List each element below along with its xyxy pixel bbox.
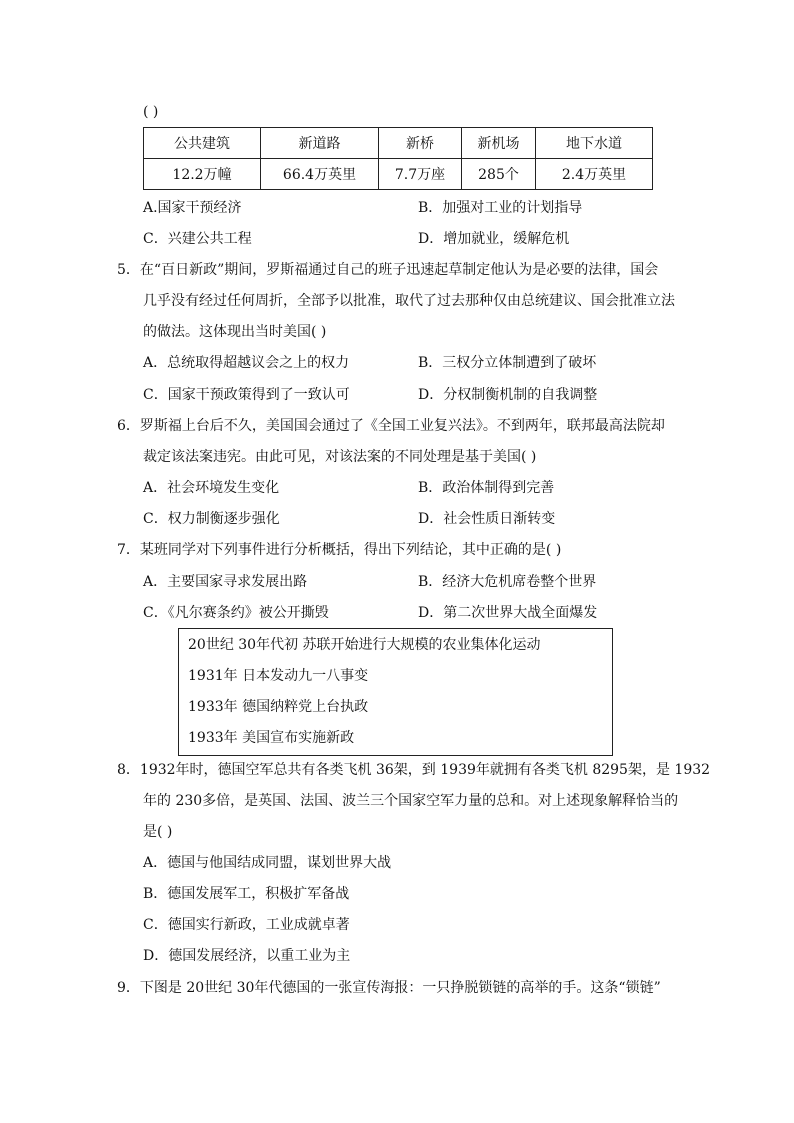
- q5-option-b[interactable]: B．三权分立体制遭到了破坏: [418, 355, 597, 371]
- q8-stem-line: 8．1932年时，德国空军总共有各类飞机 36架，到 1939年就拥有各类飞机 8295架，是 1932: [117, 762, 711, 778]
- q5-option-a[interactable]: A．总统取得超越议会之上的权力: [143, 355, 350, 371]
- table-cell: 7.7万座: [379, 159, 462, 190]
- table-cell: 66.4万英里: [261, 159, 379, 190]
- q8-option-a[interactable]: A．德国与他国结成同盟，谋划世界大战: [143, 855, 392, 871]
- q7-option-a[interactable]: A．主要国家寻求发展出路: [143, 574, 308, 590]
- table-header-cell: 公共建筑: [144, 128, 261, 159]
- q8-stem-line: 年的 230多倍，是英国、法国、波兰三个国家空军力量的总和。对上述现象解释恰当的: [143, 793, 679, 809]
- q9-stem-line: 9．下图是 20世纪 30年代德国的一张宣传海报：一只挣脱锁链的高举的手。这条“锁链”: [117, 980, 661, 996]
- table-cell: 12.2万幢: [144, 159, 261, 190]
- q4-answer-paren: ( ): [143, 104, 159, 120]
- q6-option-a[interactable]: A．社会环境发生变化: [143, 480, 280, 496]
- event-line: 1931年 日本发动九一八事变: [188, 668, 369, 684]
- q8-option-b[interactable]: B．德国发展军工，积极扩军备战: [143, 886, 350, 902]
- q5-option-c[interactable]: C．国家干预政策得到了一致认可: [143, 387, 350, 403]
- q6-option-d[interactable]: D．社会性质日渐转变: [418, 511, 556, 527]
- q5-option-d[interactable]: D．分权制衡机制的自我调整: [418, 387, 598, 403]
- table-header-row: [144, 128, 653, 159]
- q4-data-table: [143, 127, 653, 190]
- q7-option-c[interactable]: C．《凡尔赛条约》被公开撕毁: [143, 605, 329, 621]
- q6-option-c[interactable]: C．权力制衡逐步强化: [143, 511, 280, 527]
- table-header-cell: 新机场: [462, 128, 536, 159]
- table-cell: 2.4万英里: [536, 159, 653, 190]
- q7-stem-line: 7．某班同学对下列事件进行分析概括，得出下列结论，其中正确的是( ): [117, 542, 562, 558]
- q4-option-a[interactable]: A.国家干预经济: [143, 200, 242, 216]
- q6-option-b[interactable]: B．政治体制得到完善: [418, 480, 555, 496]
- table-header-cell: 地下水道: [536, 128, 653, 159]
- q7-option-b[interactable]: B．经济大危机席卷整个世界: [418, 574, 597, 590]
- table-row: [144, 159, 653, 190]
- q5-stem-line: 几乎没有经过任何周折，全部予以批准，取代了过去那种仅由总统建议、国会批准立法: [143, 293, 675, 309]
- q8-option-d[interactable]: D．德国发展经济，以重工业为主: [143, 948, 351, 964]
- q6-stem-line: 裁定该法案违宪。由此可见，对该法案的不同处理是基于美国( ): [143, 449, 537, 465]
- q8-option-c[interactable]: C．德国实行新政，工业成就卓著: [143, 917, 350, 933]
- q8-stem-line: 是( ): [143, 824, 173, 840]
- event-line: 20世纪 30年代初 苏联开始进行大规模的农业集体化运动: [188, 637, 541, 653]
- table-cell: 285个: [462, 159, 536, 190]
- q7-option-d[interactable]: D．第二次世界大战全面爆发: [418, 605, 598, 621]
- q6-stem-line: 6．罗斯福上台后不久，美国国会通过了《全国工业复兴法》。不到两年，联邦最高法院却: [117, 418, 665, 434]
- event-line: 1933年 德国纳粹党上台执政: [188, 699, 369, 715]
- q4-option-d[interactable]: D．增加就业，缓解危机: [418, 231, 570, 247]
- table-header-cell: 新桥: [379, 128, 462, 159]
- q5-stem-line: 的做法。这体现出当时美国( ): [143, 324, 327, 340]
- table-header-cell: 新道路: [261, 128, 379, 159]
- q5-stem-line: 5．在“百日新政”期间，罗斯福通过自己的班子迅速起草制定他认为是必要的法律，国会: [117, 262, 659, 278]
- q7-events-box: [178, 628, 613, 756]
- event-line: 1933年 美国宣布实施新政: [188, 730, 355, 746]
- q4-option-c[interactable]: C．兴建公共工程: [143, 231, 252, 247]
- q4-option-b[interactable]: B．加强对工业的计划指导: [418, 200, 583, 216]
